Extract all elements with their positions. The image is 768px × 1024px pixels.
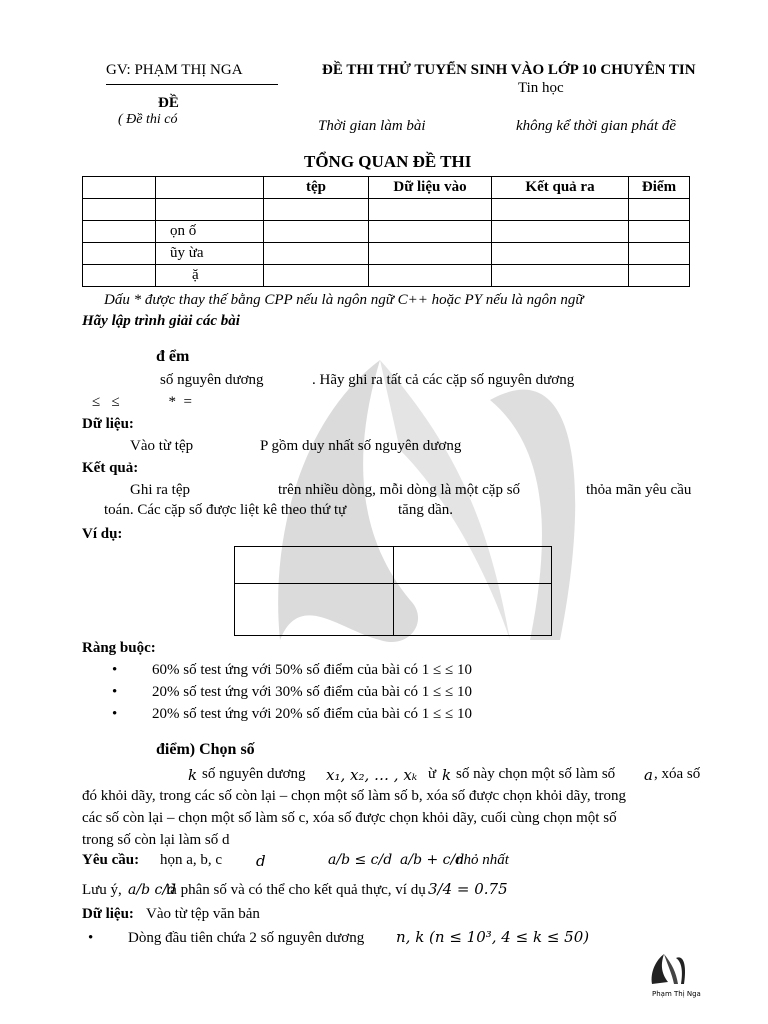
problem2-text: , xóa số	[654, 766, 701, 782]
problem2-var-a: a	[644, 766, 653, 784]
exam-title: ĐỀ THI THỬ TUYỂN SINH VÀO LỚP 10 CHUYÊN TIN	[322, 62, 696, 78]
constraint-item: • 20% số test ứng với 30% số điểm của bài có 1 ≤ ≤ 10	[152, 684, 472, 701]
problem2-text: số nguyên dương	[202, 766, 306, 782]
header-divider	[106, 84, 278, 85]
instruction: Hãy lập trình giải các bài	[82, 313, 240, 329]
problem1-output-text: thỏa mãn yêu cầu	[586, 482, 692, 498]
problem1-output-text: toán. Các cặp số được liệt kê theo thứ tự	[104, 502, 347, 518]
table-row	[83, 265, 690, 287]
problem2-input-constraint: n, k (n ≤ 10³, 4 ≤ k ≤ 50)	[396, 928, 590, 946]
table-cell	[83, 265, 156, 287]
problem2-note-example: 3/4 = 0.75	[428, 880, 508, 898]
problem2-note-frac: a/b c/d	[128, 882, 176, 898]
author-logo-icon	[648, 952, 688, 986]
table-cell	[492, 221, 629, 243]
problem2-req-end: nhỏ nhất	[456, 852, 509, 868]
problem2-text: các số còn lại – chọn một số làm số c, xóa số được chọn khỏi dãy, cuối cùng chọn một số	[82, 810, 617, 826]
problem1-text: số nguyên dương	[160, 372, 264, 388]
problem2-sum: a/b + c/d	[400, 852, 465, 868]
table-row	[83, 199, 690, 221]
table-cell	[156, 199, 264, 221]
overview-table	[82, 176, 690, 287]
problem2-note: là phân số và có thể cho kết quả thực, ví dụ	[166, 882, 426, 898]
constraint-item: • 20% số test ứng với 20% số điểm của bài có 1 ≤ ≤ 10	[152, 706, 472, 723]
table-cell: ặ	[156, 265, 264, 287]
table-cell	[235, 547, 394, 584]
problem2-condition: a/b ≤ c/d	[328, 852, 393, 868]
time-label: Thời gian làm bài	[318, 118, 426, 134]
table-cell: ọn ố	[156, 221, 264, 243]
problem2-note: Lưu ý,	[82, 882, 122, 898]
problem1-heading: đ ểm	[156, 348, 190, 365]
de-label: ĐỀ	[158, 95, 179, 111]
table-cell	[156, 177, 264, 199]
table-cell	[83, 243, 156, 265]
table-cell	[264, 265, 369, 287]
table-cell	[264, 199, 369, 221]
problem2-var-d: d	[256, 852, 266, 870]
example-table	[234, 546, 552, 636]
problem1-input-text: Vào từ tệp	[130, 438, 194, 454]
problem2-sequence: x₁, x₂, … , xₖ	[326, 766, 418, 784]
table-header-row	[83, 177, 690, 199]
problem2-text: đó khỏi dãy, trong các số còn lại – chọn một số làm số b, xóa số được chọn khỏi dãy, trong	[82, 788, 627, 804]
exam-subject: Tin học	[518, 80, 564, 96]
constraint-item: • 60% số test ứng với 50% số điểm của bài có 1 ≤ ≤ 10	[152, 662, 472, 679]
table-cell	[83, 199, 156, 221]
table-cell	[369, 221, 492, 243]
table-cell	[83, 177, 156, 199]
problem1-input-label: Dữ liệu:	[82, 416, 134, 432]
problem1-formula: ≤ ≤ * =	[92, 394, 192, 410]
de-note: ( Đề thi có	[118, 112, 178, 127]
time-note: không kể thời gian phát đề	[516, 118, 677, 134]
table-cell	[393, 547, 552, 584]
problem2-var-k: k	[442, 766, 452, 784]
problem1-input-text: P gồm duy nhất số nguyên dương	[260, 438, 462, 454]
table-header-file: tệp	[264, 177, 369, 199]
problem2-var-k: k	[188, 766, 198, 784]
table-cell	[235, 584, 394, 636]
problem1-output-text: tăng dần.	[398, 502, 453, 518]
table-header-input: Dữ liệu vào	[369, 177, 492, 199]
table-cell	[369, 199, 492, 221]
problem1-output-label: Kết quả:	[82, 460, 139, 476]
overview-title: TỔNG QUAN ĐỀ THI	[304, 152, 472, 171]
problem2-heading: điểm) Chọn số	[156, 741, 255, 758]
table-cell	[369, 265, 492, 287]
table-cell	[393, 584, 552, 636]
table-cell	[629, 265, 690, 287]
problem1-output-text: Ghi ra tệp	[130, 482, 190, 498]
problem2-text: ừ	[428, 766, 437, 782]
file-extension-note: Dấu * được thay thế bằng CPP nếu là ngôn ngữ C++ hoặc PY nếu là ngôn ngữ	[104, 292, 584, 308]
problem1-example-label: Ví dụ:	[82, 526, 123, 542]
table-header-score: Điểm	[629, 177, 690, 199]
table-row	[235, 584, 552, 636]
table-cell: ũy ừa	[156, 243, 264, 265]
problem2-text: số này chọn một số làm số	[456, 766, 616, 782]
table-row	[235, 547, 552, 584]
table-cell	[492, 243, 629, 265]
problem2-req-label: Yêu cầu:	[82, 852, 140, 868]
table-cell	[264, 221, 369, 243]
table-row	[83, 243, 690, 265]
table-cell	[264, 243, 369, 265]
table-cell	[83, 221, 156, 243]
table-cell	[492, 265, 629, 287]
table-cell	[492, 199, 629, 221]
table-cell	[629, 221, 690, 243]
problem2-req-text: họn a, b, c	[160, 852, 223, 868]
problem1-text: . Hãy ghi ra tất cả các cặp số nguyên dương	[312, 372, 575, 388]
problem2-input-label: Dữ liệu:	[82, 906, 134, 922]
problem2-input-bullet: • Dòng đầu tiên chứa 2 số nguyên dương	[128, 930, 364, 947]
author-logo-caption: Phạm Thị Nga	[652, 990, 701, 998]
table-cell	[629, 243, 690, 265]
table-header-output: Kết quả ra	[492, 177, 629, 199]
table-cell	[629, 199, 690, 221]
problem1-output-text: trên nhiều dòng, mỗi dòng là một cặp số	[278, 482, 521, 498]
table-row	[83, 221, 690, 243]
problem1-constraints-label: Ràng buộc:	[82, 640, 156, 656]
teacher-name: GV: PHẠM THỊ NGA	[106, 62, 243, 78]
problem2-text: trong số còn lại làm số d	[82, 832, 230, 848]
problem2-input-text: Vào từ tệp văn bản	[146, 906, 260, 922]
table-cell	[369, 243, 492, 265]
